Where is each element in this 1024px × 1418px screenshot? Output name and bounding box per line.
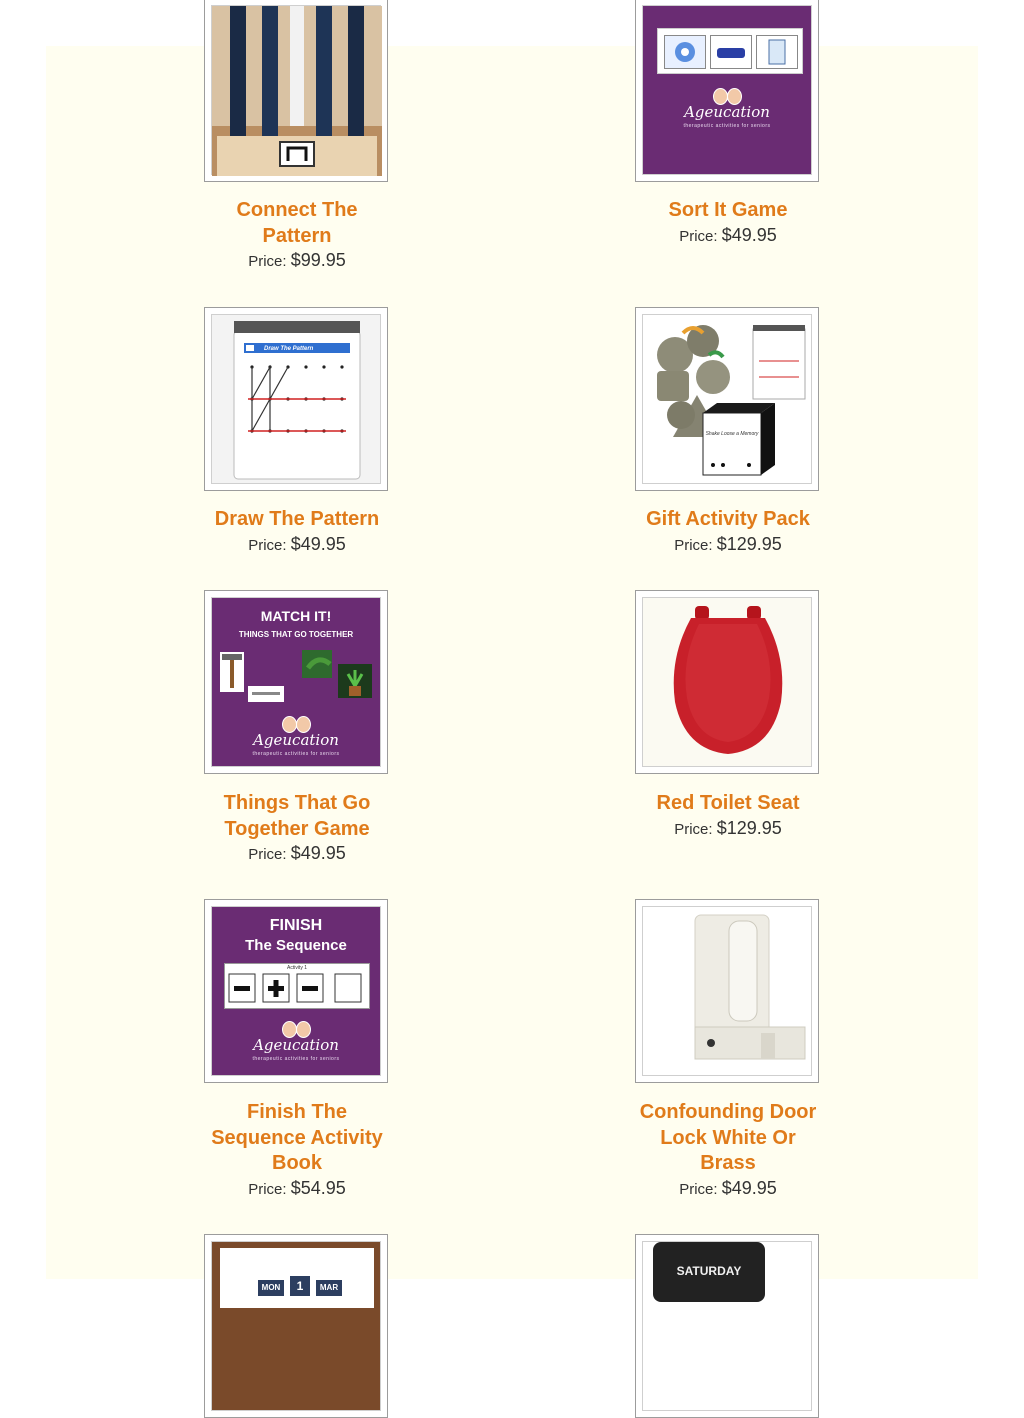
logo-faces <box>280 716 312 732</box>
flower-icon <box>665 36 705 68</box>
brand-tagline: therapeutic activities for seniors <box>683 123 771 129</box>
brand-logo: Ageucation <box>253 731 339 749</box>
product-title-link[interactable] <box>578 791 878 817</box>
product-image-day-clock[interactable] <box>635 1234 819 1418</box>
product-card-confounding-door-lock <box>578 1100 878 1201</box>
title-line: Brass <box>700 1152 756 1174</box>
car-icon <box>711 36 751 68</box>
product-card-red-toilet-seat <box>578 791 878 841</box>
title-line: Lock White Or <box>660 1126 796 1149</box>
price-row <box>578 817 878 841</box>
calendar-month: MAR <box>316 1280 342 1296</box>
title-line: Finish The <box>247 1101 347 1123</box>
price-row <box>147 842 447 866</box>
activity-label: Activity 1 <box>286 965 307 971</box>
product-image-draw-the-pattern[interactable] <box>204 307 388 491</box>
door-icon <box>757 36 797 68</box>
product-title-link[interactable] <box>578 198 878 224</box>
product-title-link[interactable] <box>147 791 447 842</box>
door-lock-illustration <box>643 907 813 1077</box>
book-header-text: Draw The Pattern <box>264 346 314 352</box>
price-value: $54.95 <box>290 1177 346 1198</box>
product-card-connect-the-pattern <box>147 198 447 273</box>
price-label: Price: <box>248 536 287 554</box>
product-title-link[interactable] <box>147 507 447 533</box>
gift-pack-illustration <box>643 315 813 485</box>
title-line: Sort It Game <box>668 199 788 221</box>
product-image-gift-activity-pack[interactable] <box>635 307 819 491</box>
price-label: Price: <box>679 227 718 245</box>
price-row <box>147 249 447 273</box>
gift-box-text: Shake Loose a Memory <box>705 431 759 437</box>
product-image-sort-it-game[interactable] <box>635 0 819 182</box>
product-card-gift-activity-pack <box>578 507 878 557</box>
price-value: $129.95 <box>716 817 782 838</box>
price-label: Price: <box>679 1180 718 1198</box>
match-it-subtitle: THINGS THAT GO TOGETHER <box>238 630 354 639</box>
product-image-connect-the-pattern[interactable] <box>204 0 388 182</box>
price-value: $99.95 <box>290 250 346 270</box>
price-row <box>147 1177 447 1201</box>
logo-faces <box>711 88 743 104</box>
product-card-sort-it-game <box>578 198 878 248</box>
finish-title: FINISH <box>269 917 323 934</box>
title-line: Things That Go <box>223 792 371 814</box>
toilet-seat-illustration <box>643 598 813 768</box>
title-line: Red Toilet Seat <box>656 792 800 814</box>
price-value: $49.95 <box>721 1177 777 1198</box>
day-clock-frame <box>653 1242 765 1302</box>
product-image-finish-the-sequence[interactable] <box>204 899 388 1083</box>
finish-subtitle: The Sequence <box>245 937 347 954</box>
price-value: $49.95 <box>290 843 346 863</box>
product-title-link[interactable] <box>578 1100 878 1177</box>
day-clock-text: SATURDAY <box>676 1264 742 1278</box>
price-row <box>578 1177 878 1201</box>
price-label: Price: <box>674 536 713 554</box>
match-items-illustration <box>212 646 382 726</box>
title-line: Together Game <box>224 817 370 840</box>
calendar-day: MON <box>258 1280 284 1296</box>
title-line: Sequence Activity <box>211 1126 383 1149</box>
brand-logo: Ageucation <box>684 103 770 121</box>
price-label: Price: <box>248 253 287 270</box>
price-value: $129.95 <box>716 533 782 554</box>
price-row <box>578 533 878 557</box>
spiral-book-illustration <box>212 315 382 485</box>
product-title-link[interactable] <box>147 198 447 249</box>
product-title-link[interactable] <box>578 507 878 533</box>
match-it-title: MATCH IT! <box>260 608 332 624</box>
brand-logo: Ageucation <box>253 1036 339 1054</box>
product-image-calendar-clock[interactable] <box>204 1234 388 1418</box>
product-card-draw-the-pattern <box>147 507 447 557</box>
product-card-things-that-go-together <box>147 791 447 866</box>
pattern-board-illustration <box>212 6 382 176</box>
logo-faces <box>280 1021 312 1037</box>
price-value: $49.95 <box>721 224 777 245</box>
sequence-strip <box>224 963 370 1009</box>
price-label: Price: <box>674 820 713 838</box>
sort-cards <box>657 28 803 74</box>
title-line: Confounding Door <box>639 1101 817 1123</box>
brand-tagline: therapeutic activities for seniors <box>252 1056 340 1062</box>
product-image-red-toilet-seat[interactable] <box>635 590 819 774</box>
price-value: $49.95 <box>290 533 346 554</box>
product-image-confounding-door-lock[interactable] <box>635 899 819 1083</box>
price-label: Price: <box>248 1180 287 1198</box>
title-line: Pattern <box>262 224 332 247</box>
brand-tagline: therapeutic activities for seniors <box>252 751 340 757</box>
title-line: Gift Activity Pack <box>646 508 810 530</box>
title-line: Draw The Pattern <box>214 508 380 530</box>
product-title-link[interactable] <box>147 1100 447 1177</box>
title-line: Connect The <box>236 199 358 221</box>
product-grid <box>46 46 978 1293</box>
price-label: Price: <box>248 846 287 863</box>
product-card-finish-the-sequence <box>147 1100 447 1201</box>
calendar-face <box>220 1248 374 1308</box>
price-row <box>578 224 878 248</box>
price-row <box>147 533 447 557</box>
calendar-date: 1 <box>290 1276 310 1296</box>
product-image-things-that-go-together[interactable] <box>204 590 388 774</box>
title-line: Book <box>272 1152 322 1174</box>
